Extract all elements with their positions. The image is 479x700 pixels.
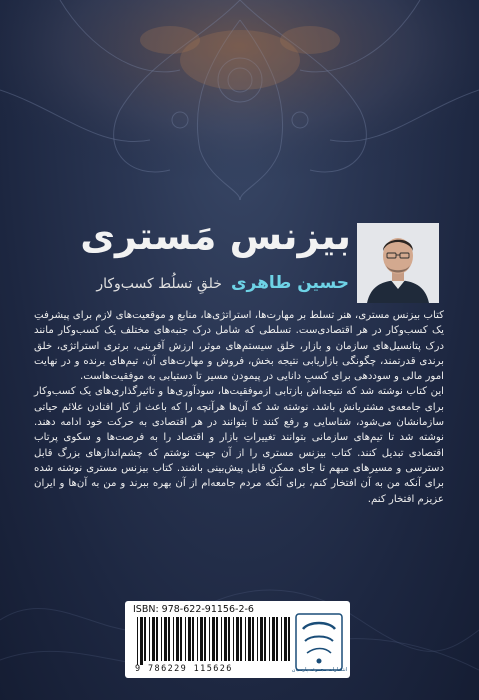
- barcode-graphic: [135, 617, 291, 665]
- book-title: بیزنس مَستری: [80, 214, 351, 258]
- author-name: حسین طاهری: [230, 273, 349, 293]
- publisher-logo: [295, 613, 343, 671]
- publisher-name: انتشارات مجموعه پارسیان: [291, 667, 347, 673]
- blurb-text: کتاب بیزنس مستری، هنر تسلط بر مهارت‌ها، استراتژی‌ها، منابع و موقعیت‌های لازم برای پیشرفتِ یک کسب‌وکار در هر اقتصادی‌ست. تسلطی که شامل درک جنبه‌های مختلف یک کسب‌وکار مانند درک پتانسیل‌های سازمان و بازار، خلق سیستم‌های موثر، ارزش آفرینی، برتری استراتژی، خلق برندی قدرتمند، چگونگی بازاریابی نتیجه بخش، فروش و مهارت‌های آن، تیم‌های برنده و در نهایت امور مالی و سوددهی برای کسبِ دانایی در پیمودن مسیر تا دستیابی به موفقیت‌هاست. این کتاب نوشته شد که نتیجه‌اش بازتابی ازموفقیت‌ها، سودآوری‌ها و تاثیرگذاری‌های یک کسب‌وکار برای جامعه‌ی مشتریانش باشد. نوشته شد که آن‌ها هرآنچه را که باعث از کار افتادن علائم حیاتی سازمانشان می‌شود، شناسایی و رفع کنند تا بتوانند در هر اقتصادی به حرکت خود ادامه دهند. نوشته شد تا تیم‌های سازمانی بتوانند تغییراتِ بازار و اقتصاد را به فرصت‌ها و سکوی پرتاب اقتصادی تبدیل کنند. کتاب بیزنس مستری را از آن جهت نوشتم که چشم‌اندازهای بزرگ قابل دسترسی و مسیرهای مبهم تا جای ممکن قابل پیش‌بینی باشند. کتاب بیزنس مستری نوشته شده برای آنکه من به آن افتخار کنم، برای آنکه مردم جامعه‌ام از آن بهره ببرند و من به آن‌ها و ایران عزیزم افتخار کنم.: [34, 310, 444, 505]
- barcode-panel: [125, 601, 350, 678]
- barcode-number: 9 786229 115626: [135, 664, 233, 674]
- author-photo: [357, 223, 439, 303]
- author-line: [96, 273, 349, 293]
- ornament-decoration: [0, 0, 479, 230]
- isbn-label: ISBN: 978-622-91156-2-6: [133, 604, 254, 615]
- book-tagline: خلقِ تسلُط کسب‌وکار: [96, 276, 222, 292]
